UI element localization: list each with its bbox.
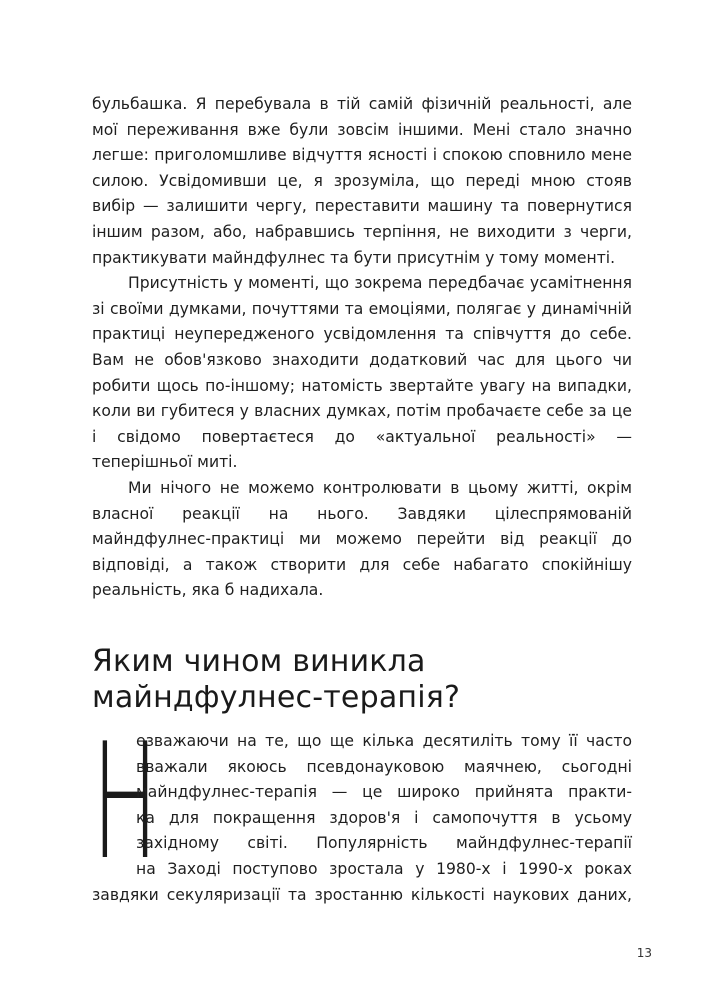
paragraph-continuation-line: завдяки секуляризації та зростанню кількості наукових даних, xyxy=(92,886,632,904)
section-heading xyxy=(92,644,652,716)
drop-cap-paragraph xyxy=(136,729,632,883)
section-heading-line-2: майндфулнес-терапія? xyxy=(92,680,461,715)
drop-line-5: західному світі. Популярність майндфулнес-терапії xyxy=(136,834,632,853)
drop-line-2: вважали якоюсь псевдонауковою маячнею, сьогодні xyxy=(136,757,632,776)
paragraph-2: Присутність у моменті, що зокрема передбачає усамітнення зі своїми думками, почуттями та емоціями, полягає у динамічній практиці неупередженого усвідомлення та співчуття до себе. Вам не обов'язково знаходити додатковий час для цього чи робити щось по-іншому; натомість звертайте увагу на випадки, коли ви губитеся у власних думках, потім пробачаєте себе за це і свідомо повертаєтеся до «актуальної реальності» — теперішньої миті. xyxy=(92,274,632,472)
paragraph-1: бульбашка. Я перебувала в тій самій фізичній реальності, але мої переживання вже були зовсім іншими. Мені стало значно легше: приголомшливе відчуття ясності і спокою сповнило мене силою. Усвідомивши це, я зрозуміла, що переді мною стояв вибір — залишити чергу, переставити машину та повернутися іншим разом, або, набравшись терпіння, не виходити з черги, практикувати майндфулнес та бути присутнім у тому моменті. xyxy=(92,95,632,267)
drop-line-6: на Заході поступово зростала у 1980-х і 1990-х роках xyxy=(136,859,632,878)
drop-line-3: майндфулнес-терапія — це широко прийнята практи- xyxy=(136,783,632,802)
section-heading-line-1: Яким чином виникла xyxy=(92,644,426,679)
drop-cap-letter: Н xyxy=(92,708,159,895)
paragraph-3: Ми нічого не можемо контролювати в цьому житті, окрім власної реакції на нього. Завдяки цілеспрямованій майндфулнес-практиці ми можемо перейти від реакції до відповіді, а також створити для себе набагато спокійнішу реальність, яка б надихала. xyxy=(92,478,632,600)
drop-line-4: ка для покращення здоров'я і самопочуття в усьому xyxy=(136,808,632,827)
page-number: 13 xyxy=(636,946,652,960)
body-text xyxy=(92,92,632,604)
drop-line-1: езважаючи на те, що ще кілька десятиліть тому її часто xyxy=(136,732,632,750)
